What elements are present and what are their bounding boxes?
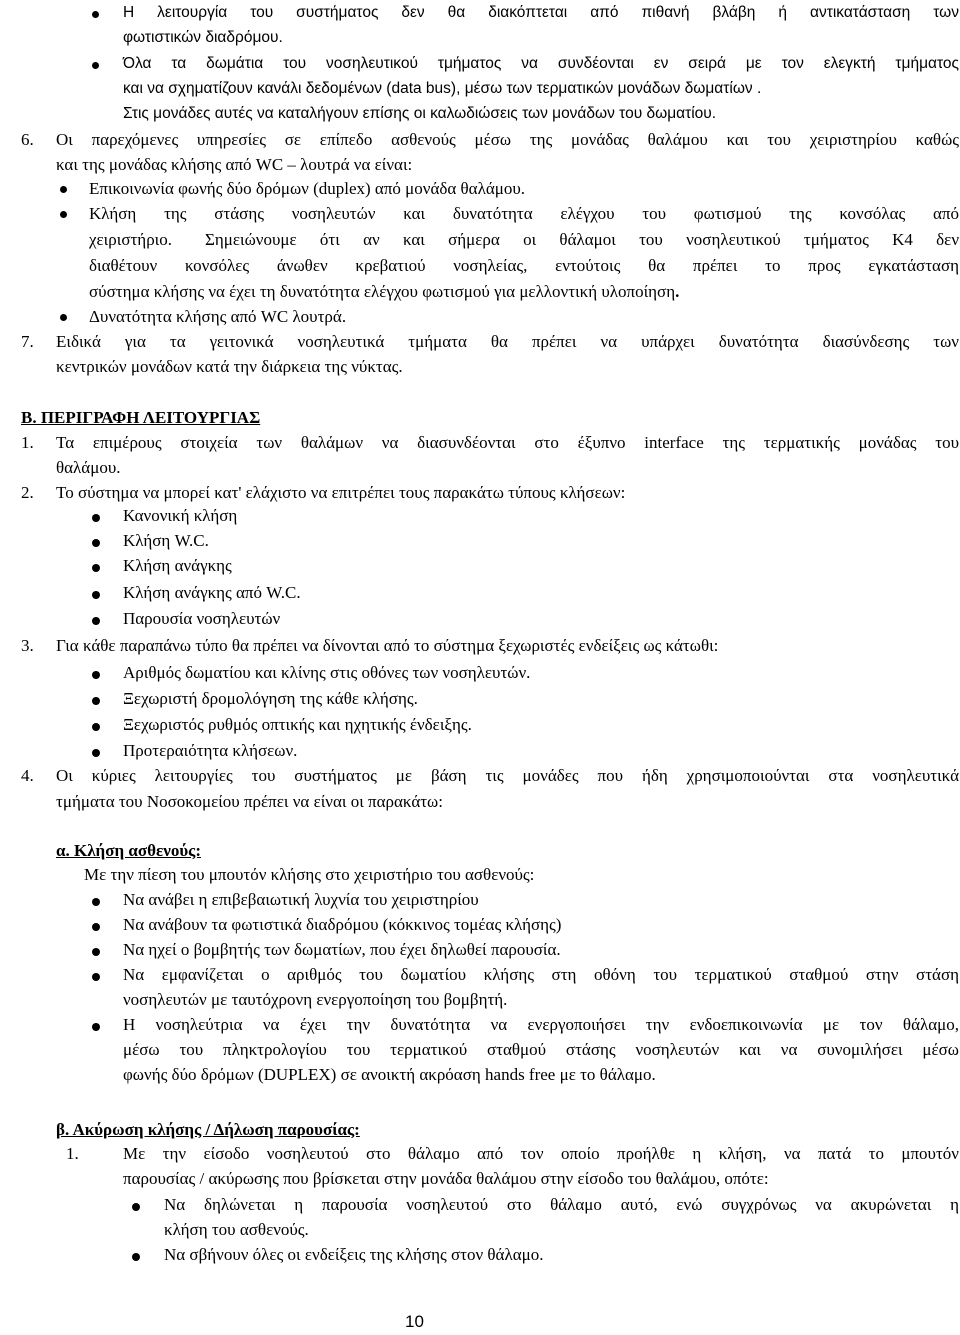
bullet [60,314,67,321]
text-fragment: σύστημα κλήσης να έχει τη δυνατότητα ελέγχου φωτισμού για μελλοντική υλοποίηση [89,282,676,301]
list-item: Να εμφανίζεται ο αριθμός του δωματίου κλήσης στη οθόνη του τερματικού σταθμού στην στάση [123,965,959,984]
text-fragment: . [675,282,680,301]
bullet [92,948,100,956]
list-item: Κλήση της στάσης νοσηλευτών και δυνατότητα ελέγχου του φωτισμού της κονσόλας από [89,204,959,223]
bullet [92,617,100,625]
paragraph-line [89,279,679,305]
paragraph-line: κεντρικών μονάδων κατά την διάρκεια της νύκτας. [56,357,403,376]
item-number: 3. [21,636,34,655]
bullet [92,671,100,679]
bullet [92,723,100,731]
paragraph-line: Με την πίεση του μπουτόν κλήσης στο χειριστήριο του ασθενούς: [84,865,535,884]
list-item: Κλήση ανάγκης [123,556,232,575]
paragraph-line: Όλα τα δωμάτια του νοσηλευτικού τμήματος να συνδέονται εν σειρά με τον ελεγκτή τμήματος [123,55,959,72]
list-item: Να ανάβει η επιβεβαιωτική λυχνία του χειριστηρίου [123,890,479,909]
bullet [92,923,100,931]
paragraph-line: παρουσίας / ακύρωσης που βρίσκεται στην μονάδα θαλάμου στην είσοδο του θαλάμου, οπότε: [123,1169,769,1188]
paragraph-line: και να σχηματίζουν κανάλι δεδομένων (data bus), μέσω των τερματικών μονάδων δωματίων . [123,80,762,97]
bullet [92,697,100,705]
list-item: Κανονική κλήση [123,506,238,525]
list-item: Να ανάβουν τα φωτιστικά διαδρόμου (κόκκινος τομέας κλήσης) [123,915,562,934]
list-item: Κλήση W.C. [123,531,209,550]
item-number: 1. [21,433,34,452]
paragraph-line: τμήματα του Νοσοκομείου πρέπει να είναι οι παρακάτω: [56,792,443,811]
paragraph-line: φωνής δύο δρόμων (DUPLEX) σε ανοικτή ακρόαση hands free με το θάλαμο. [123,1065,656,1084]
paragraph-line: Οι παρεχόμενες υπηρεσίες σε επίπεδο ασθενούς μέσω της μονάδας θαλάμου και του χειριστηρίου καθώς [56,130,959,149]
subsection-heading: α. Κλήση ασθενούς: [56,841,201,860]
item-number: 2. [21,483,34,502]
bullet [92,591,100,599]
bullet [92,749,100,757]
paragraph-line: Οι κύριες λειτουργίες του συστήματος με βάση τις μονάδες που ήδη χρησιμοποιούνται στα νοσηλευτικά [56,766,959,785]
bullet [92,514,100,522]
paragraph-line: και της μονάδας κλήσης από WC – λουτρά να είναι: [56,155,413,174]
bullet [92,564,100,572]
list-item: Επικοινωνία φωνής δύο δρόμων (duplex) από μονάδα θαλάμου. [89,179,526,198]
bullet [92,898,100,906]
paragraph-line: Τα επιμέρους στοιχεία των θαλάμων να διασυνδέονται στο έξυπνο interface της τερματικής μονάδας του [56,433,959,452]
paragraph-line: Με την είσοδο νοσηλευτού στο θάλαμο από τον οποίο προήλθε η κλήση, να πατά το μπουτόν [123,1144,959,1163]
list-item: Παρουσία νοσηλευτών [123,609,281,628]
paragraph-line: φωτιστικών διαδρόμου. [123,29,283,46]
paragraph-line: νοσηλευτών με ταυτόχρονη ενεργοποίηση του βομβητή. [123,990,508,1009]
list-item: Να ηχεί ο βομβητής των δωματίων, που έχει δηλωθεί παρουσία. [123,940,561,959]
item-number: 1. [66,1144,79,1163]
text-fragment: χειριστήριο. [89,230,173,249]
bullet [132,1253,140,1261]
bullet [92,539,100,547]
list-item: Να δηλώνεται η παρουσία νοσηλευτού στο θάλαμο αυτό, ενώ συγχρόνως να ακυρώνεται η [164,1195,959,1214]
bullet [92,62,99,69]
bullet [92,973,100,981]
bullet [60,186,67,193]
paragraph-line: κλήση του ασθενούς. [164,1220,309,1239]
item-number: 6. [21,130,34,149]
list-item: Δυνατότητα κλήσης από WC λουτρά. [89,307,347,326]
list-item: Ξεχωριστή δρομολόγηση της κάθε κλήσης. [123,689,418,708]
list-item: Κλήση ανάγκης από W.C. [123,583,301,602]
paragraph-line: Η λειτουργία του συστήματος δεν θα διακόπτεται από πιθανή βλάβη ή αντικατάσταση των [123,4,959,21]
bullet [132,1203,140,1211]
paragraph-line: Το σύστημα να μπορεί κατ' ελάχιστο να επιτρέπει τους παρακάτω τύπους κλήσεων: [56,483,626,502]
paragraph-line: διαθέτουν κονσόλες άνωθεν κρεβατιού νοσηλείας, εντούτοις θα πρέπει το προς εγκατάσταση [89,256,959,275]
paragraph-line [89,227,172,253]
bullet [60,211,67,218]
item-number: 4. [21,766,34,785]
paragraph-line: Στις μονάδες αυτές να καταλήγουν επίσης οι καλωδιώσεις των μονάδων του δωματίου. [123,105,717,122]
list-item: Η νοσηλεύτρια να έχει την δυνατότητα να ενεργοποιήσει την ενδοεπικοινωνία με τον θάλαμο, [123,1015,959,1034]
section-heading: Β. ΠΕΡΙΓΡΑΦΗ ΛΕΙΤΟΥΡΓΙΑΣ [21,408,261,427]
list-item: Ξεχωριστός ρυθμός οπτικής και ηχητικής ένδειξης. [123,715,472,734]
page-number: 10 [405,1312,424,1331]
paragraph-line: μέσω του πληκτρολογίου του τερματικού σταθμού στάσης νοσηλευτών και να συνομιλήσει μέσω [123,1040,959,1059]
bullet [92,1023,100,1031]
paragraph-line: Για κάθε παραπάνω τύπο θα πρέπει να δίνονται από το σύστημα ξεχωριστές ενδείξεις ως κάτωθι: [56,636,719,655]
paragraph-line: Ειδικά για τα γειτονικά νοσηλευτικά τμήματα θα πρέπει να υπάρχει δυνατότητα διασύνδεσης των [56,332,959,351]
bullet [92,11,99,18]
item-number: 7. [21,332,34,351]
paragraph-line: θαλάμου. [56,458,121,477]
subsection-heading: β. Ακύρωση κλήσης / Δήλωση παρουσίας: [56,1120,360,1139]
list-item: Προτεραιότητα κλήσεων. [123,741,298,760]
list-item: Να σβήνουν όλες οι ενδείξεις της κλήσης στον θάλαμο. [164,1245,544,1264]
list-item: Αριθμός δωματίου και κλίνης στις οθόνες των νοσηλευτών. [123,663,531,682]
paragraph-line: Σημειώνουμε ότι αν και σήμερα οι θάλαμοι του νοσηλευτικού τμήματος Κ4 δεν [205,230,959,249]
